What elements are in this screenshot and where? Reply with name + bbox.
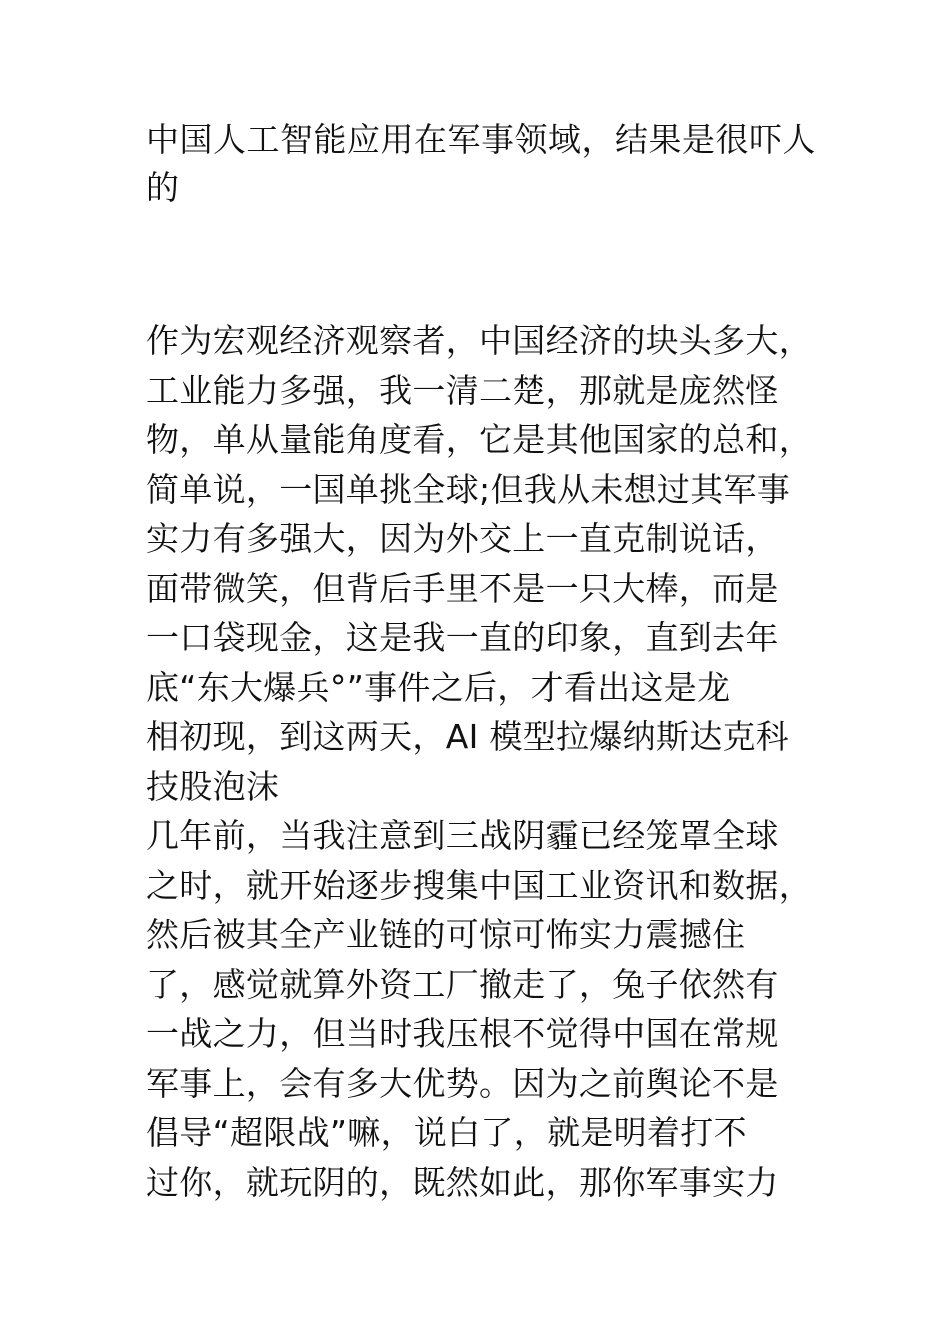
text-line: 几年前，当我注意到三战阴霾已经笼罩全球	[146, 816, 779, 855]
text-line: 相初现，到这两天，AI 模型拉爆纳斯达克科	[146, 717, 790, 756]
text-line: 底“东大爆兵°”事件之后，才看出这是龙	[146, 667, 731, 707]
page-title: 中国人工智能应用在军事领域，结果是很吓人的	[146, 120, 816, 207]
text-line: 过你，就玩阴的，既然如此，那你军事实力	[146, 1162, 779, 1202]
text-line: 物，单从量能角度看，它是其他国家的总和，	[146, 420, 812, 459]
text-line: 工业能力多强，我一清二楚，那就是庞然怪	[146, 370, 779, 410]
text-line: 军事上，会有多大优势。因为之前舆论不是	[146, 1063, 779, 1103]
text-line: 实力有多强大，因为外交上一直克制说话，	[146, 519, 779, 558]
text-line: 一口袋现金，这是我一直的印象，直到去年	[146, 618, 779, 657]
text-line: 技股泡沫	[146, 766, 280, 806]
text-line: 之时，就开始逐步搜集中国工业资讯和数据，	[146, 865, 812, 905]
text-line: 然后被其全产业链的可惊可怖实力震撼住	[146, 915, 746, 954]
text-line: 简单说，一国单挑全球;但我从未想过其军事	[146, 469, 791, 509]
text-line: 作为宏观经济观察者，中国经济的块头多大，	[146, 321, 812, 360]
text-line: 了，感觉就算外资工厂撤走了，兔子依然有	[146, 964, 779, 1004]
text-line: 面带微笑，但背后手里不是一只大棒，而是	[146, 568, 779, 608]
text-line: 倡导“超限战”嘛，说白了，就是明着打不	[146, 1113, 747, 1152]
text-line: 一战之力，但当时我压根不觉得中国在常规	[146, 1014, 779, 1053]
article-body	[146, 316, 826, 1207]
